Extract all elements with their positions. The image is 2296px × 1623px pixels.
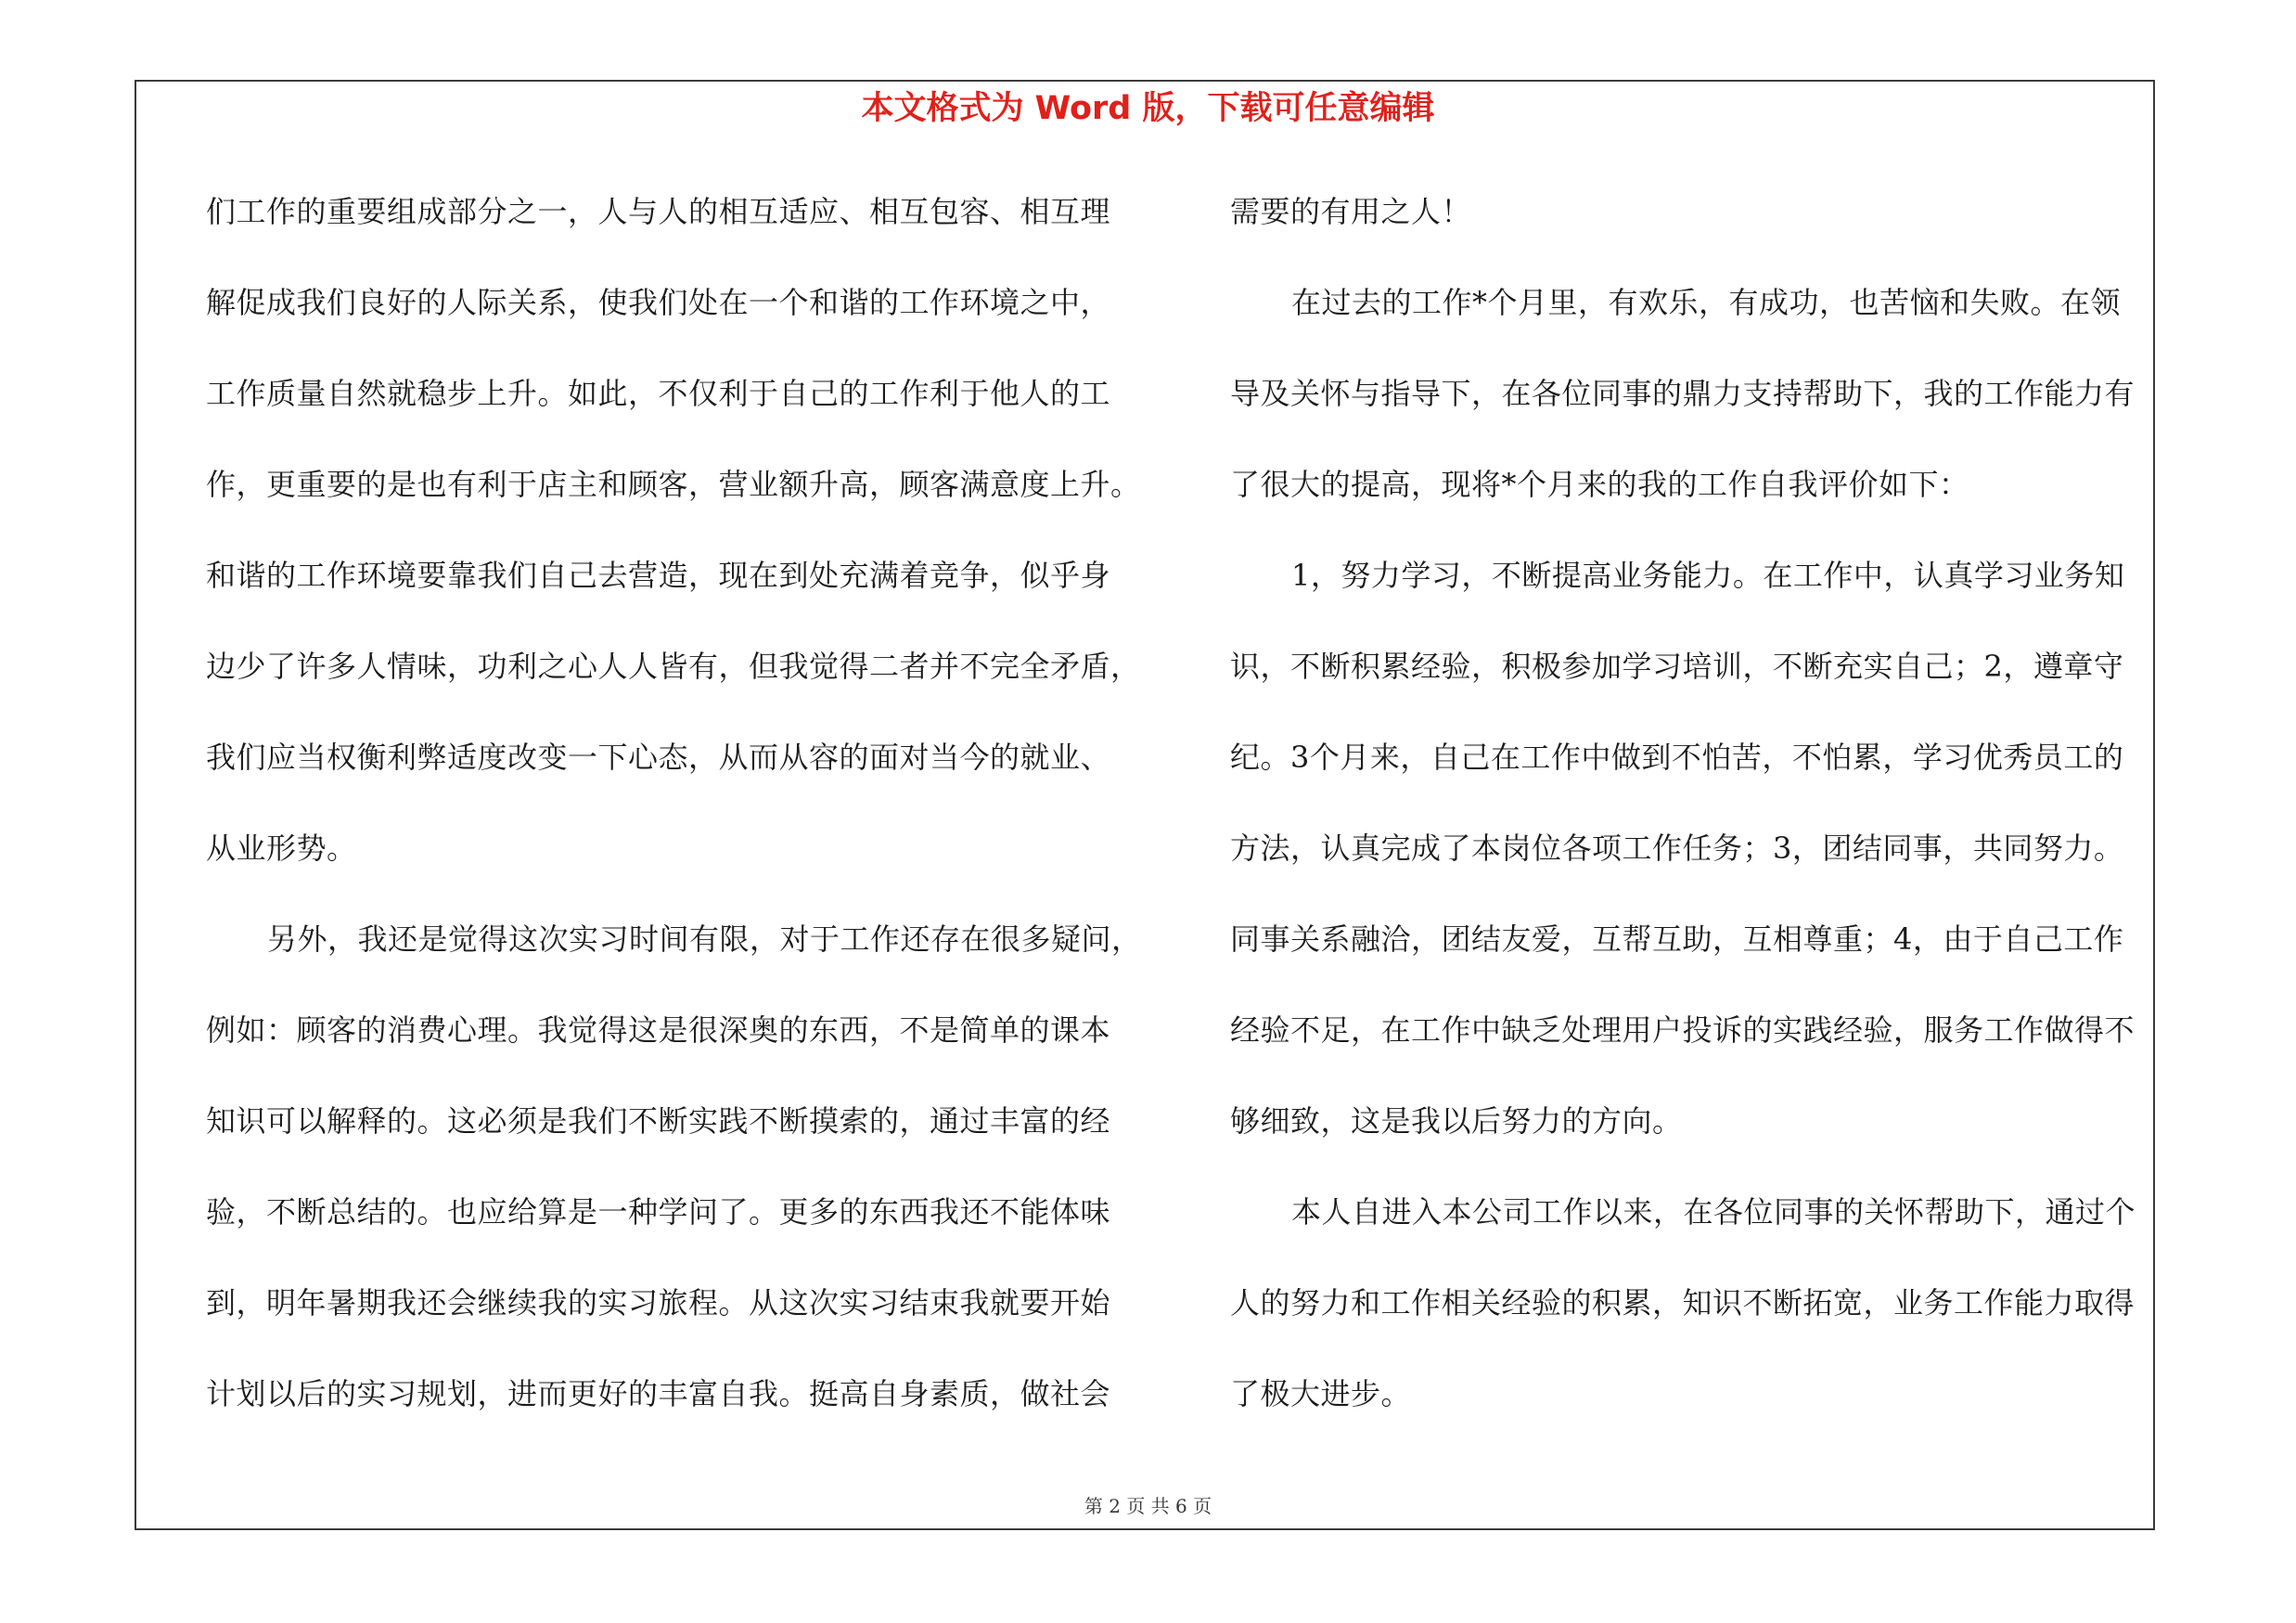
- text-line: 需要的有用之人！: [1230, 194, 1472, 229]
- text-line: 识，不断积累经验，积极参加学习培训，不断充实自己；2，遵章守: [1230, 649, 2124, 684]
- text-line: 们工作的重要组成部分之一，人与人的相互适应、相互包容、相互理: [206, 194, 1111, 229]
- text-line: 工作质量自然就稳步上升。如此，不仅利于自己的工作利于他人的工: [206, 376, 1111, 411]
- text-line: 另外，我还是觉得这次实习时间有限，对于工作还存在很多疑问，: [267, 921, 1142, 957]
- text-line: 从业形势。: [206, 831, 357, 866]
- text-line: 经验不足，在工作中缺乏处理用户投诉的实践经验，服务工作做得不: [1230, 1012, 2136, 1048]
- text-line: 够细致，这是我以后努力的方向。: [1230, 1103, 1683, 1139]
- text-line: 方法，认真完成了本岗位各项工作任务；3，团结同事，共同努力。: [1230, 831, 2124, 866]
- text-line: 人的努力和工作相关经验的积累，知识不断拓宽，业务工作能力取得: [1230, 1285, 2136, 1320]
- text-line: 纪。3个月来，自己在工作中做到不怕苦，不怕累，学习优秀员工的: [1230, 740, 2124, 775]
- text-line: 知识可以解释的。这必须是我们不断实践不断摸索的，通过丰富的经: [206, 1103, 1111, 1139]
- text-line: 边少了许多人情味，功利之心人人皆有，但我觉得二者并不完全矛盾，: [206, 649, 1141, 684]
- text-line: 和谐的工作环境要靠我们自己去营造，现在到处充满着竞争，似乎身: [206, 558, 1111, 593]
- text-line: 了极大进步。: [1230, 1376, 1412, 1411]
- text-line: 本人自进入本公司工作以来，在各位同事的关怀帮助下，通过个: [1291, 1194, 2136, 1230]
- text-line: 1，努力学习，不断提高业务能力。在工作中，认真学习业务知: [1291, 558, 2125, 593]
- text-line: 了很大的提高，现将*个月来的我的工作自我评价如下：: [1230, 467, 1969, 502]
- text-line: 同事关系融洽，团结友爱，互帮互助，互相尊重；4，由于自己工作: [1230, 921, 2124, 957]
- format-banner: 本文格式为 Word 版，下载可任意编辑: [861, 90, 1435, 127]
- text-line: 作，更重要的是也有利于店主和顾客，营业额升高，顾客满意度上升。: [206, 467, 1141, 502]
- text-line: 到，明年暑期我还会继续我的实习旅程。从这次实习结束我就要开始: [206, 1285, 1111, 1320]
- text-line: 解促成我们良好的人际关系，使我们处在一个和谐的工作环境之中，: [206, 285, 1111, 320]
- text-line: 我们应当权衡利弊适度改变一下心态，从而从容的面对当今的就业、: [206, 740, 1111, 775]
- text-line: 在过去的工作*个月里，有欢乐，有成功，也苦恼和失败。在领: [1291, 285, 2122, 320]
- text-line: 计划以后的实习规划，进而更好的丰富自我。挺高自身素质，做社会: [206, 1376, 1111, 1411]
- left-column: [206, 184, 1142, 1457]
- right-column: [1230, 184, 2158, 1457]
- text-line: 导及关怀与指导下，在各位同事的鼎力支持帮助下，我的工作能力有: [1230, 376, 2136, 411]
- text-line: 例如：顾客的消费心理。我觉得这是很深奥的东西，不是简单的课本: [206, 1012, 1111, 1048]
- page-number: 第 2 页 共 6 页: [1084, 1495, 1212, 1517]
- text-line: 验，不断总结的。也应给算是一种学问了。更多的东西我还不能体味: [206, 1194, 1111, 1230]
